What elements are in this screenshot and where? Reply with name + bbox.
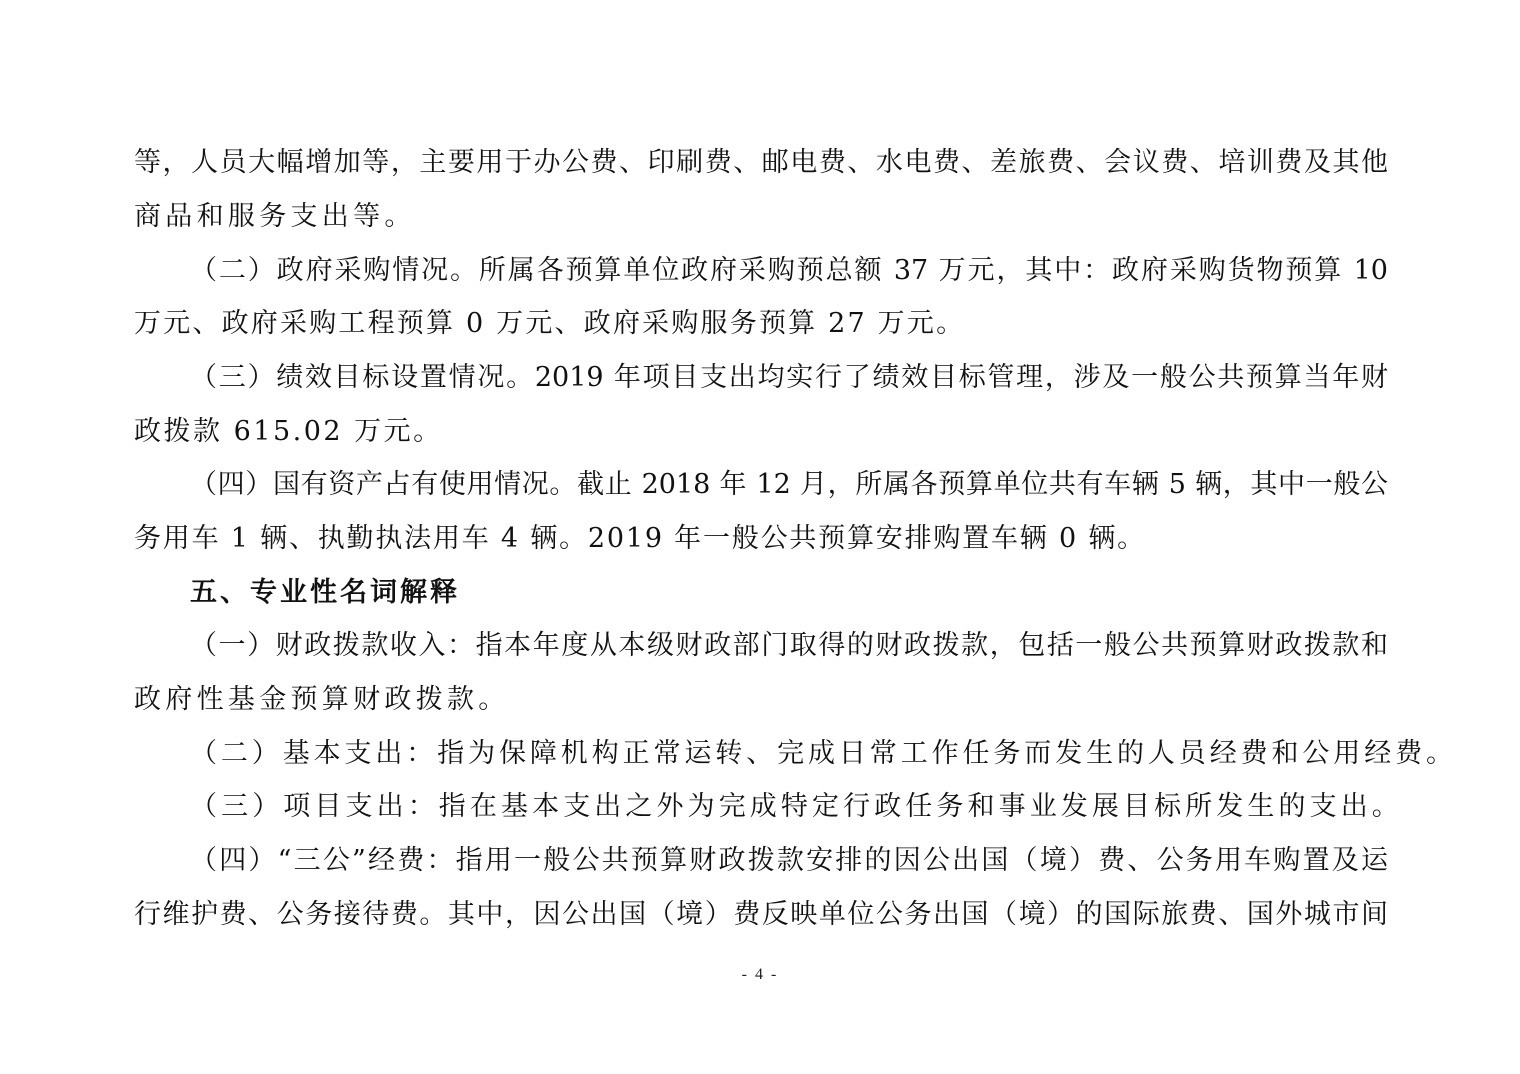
paragraph-line: （二）政府采购情况。所属各预算单位政府采购预总额 37 万元，其中：政府采购货物预算 10 [190, 255, 1388, 286]
paragraph-line: 行维护费、公务接待费。其中，因公出国（境）费反映单位公务出国（境）的国际旅费、国外城市间 [134, 899, 1388, 930]
paragraph-line: （二）基本支出：指为保障机构正常运转、完成日常工作任务而发生的人员经费和公用经费。 [190, 738, 1457, 769]
paragraph-line: 万元、政府采购工程预算 0 万元、政府采购服务预算 27 万元。 [134, 308, 966, 339]
paragraph-line: （三）项目支出：指在基本支出之外为完成特定行政任务和事业发展目标所发生的支出。 [190, 791, 1403, 822]
paragraph-line: 商品和服务支出等。 [134, 201, 416, 232]
paragraph-line: 务用车 1 辆、执勤执法用车 4 辆。2019 年一般公共预算安排购置车辆 0 辆。 [134, 523, 1146, 554]
paragraph-line: 政府性基金预算财政拨款。 [134, 684, 510, 715]
section-heading: 五、专业性名词解释 [190, 577, 460, 608]
paragraph-line: （四）国有资产占有使用情况。截止 2018 年 12 月，所属各预算单位共有车辆 5 辆，其中一般公 [190, 469, 1388, 500]
paragraph-line: 等，人员大幅增加等，主要用于办公费、印刷费、邮电费、水电费、差旅费、会议费、培训费及其他 [134, 147, 1388, 178]
page-number: - 4 - [741, 966, 779, 983]
paragraph-line: 政拨款 615.02 万元。 [134, 416, 443, 447]
paragraph-line: （三）绩效目标设置情况。2019 年项目支出均实行了绩效目标管理，涉及一般公共预算当年财 [190, 362, 1388, 393]
paragraph-line: （一）财政拨款收入：指本年度从本级财政部门取得的财政拨款，包括一般公共预算财政拨款和 [190, 630, 1388, 661]
paragraph-line: （四）“三公”经费：指用一般公共预算财政拨款安排的因公出国（境）费、公务用车购置及运 [190, 845, 1388, 876]
